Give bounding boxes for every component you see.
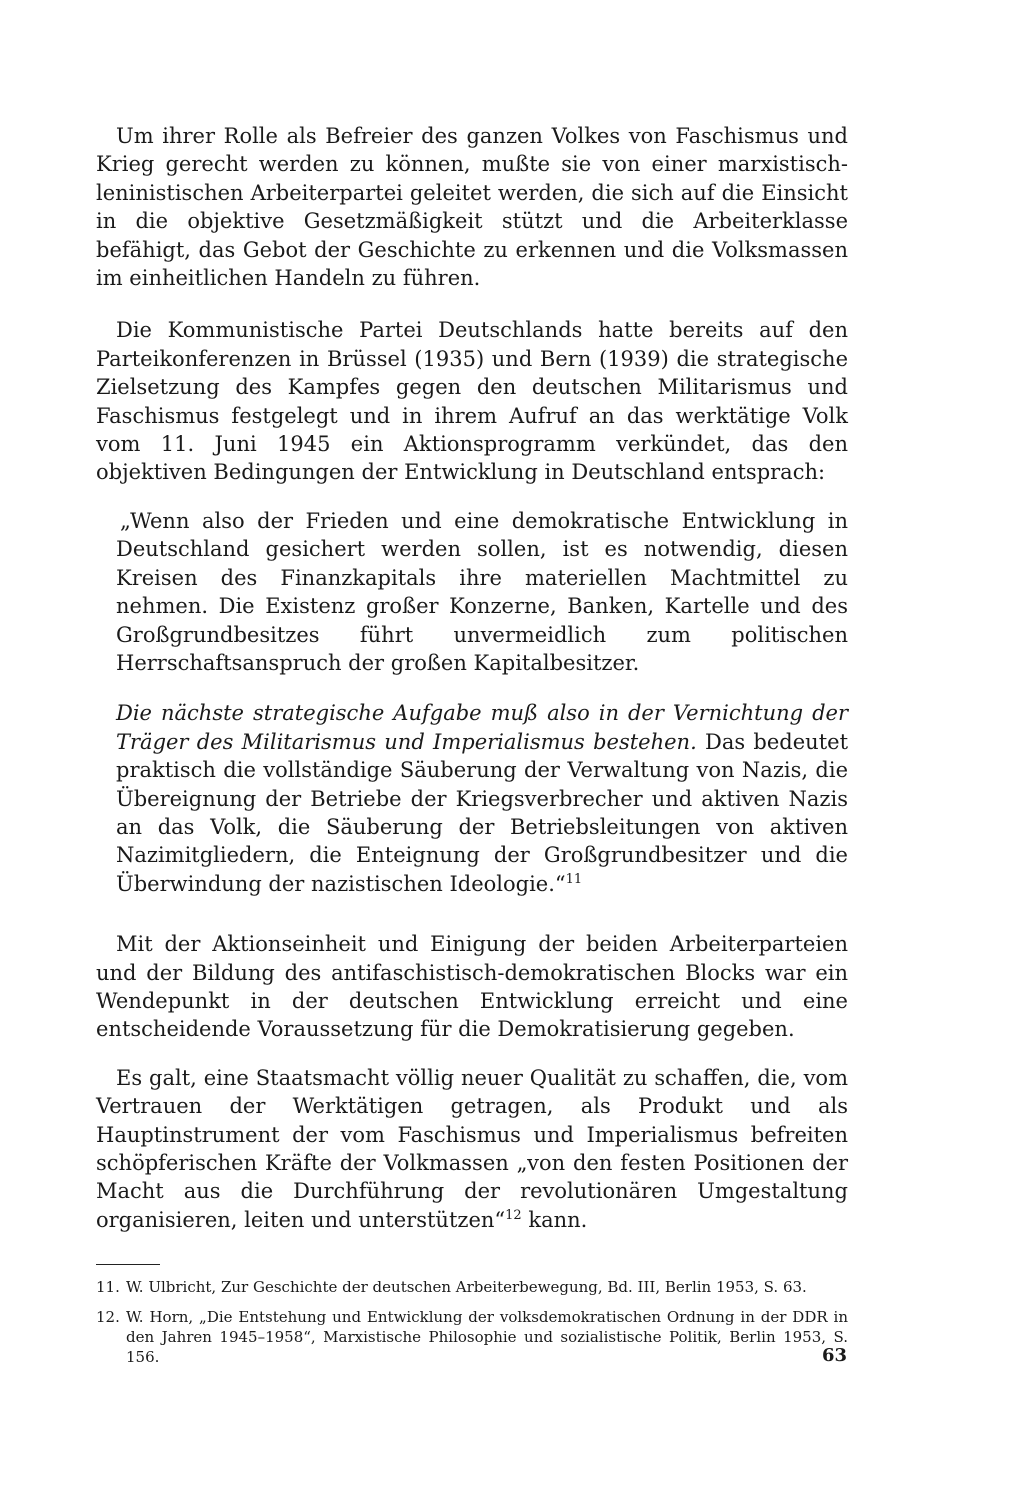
paragraph-4-end: kann. <box>521 1207 588 1232</box>
quote-emphasis: Die nächste strategische Aufgabe muß also in der Vernichtung der Träger des Militarismus und Imperialismus bestehen. <box>116 701 848 754</box>
quote-paragraph-2 <box>116 699 848 898</box>
footnote-12 <box>96 1307 848 1367</box>
footnote-text: W. Ulbricht, Zur Geschichte der deutschen Arbeiterbewegung, Bd. III, Berlin 1953, S. 63. <box>126 1278 807 1297</box>
footnote-ref-12[interactable]: 12 <box>505 1207 522 1223</box>
paragraph-4-text: Es galt, eine Staatsmacht völlig neuer Qualität zu schaffen, die, vom Vertrauen der Werktätigen getragen, als Produkt und als Hauptinstrument der vom Faschismus und Imperialismus befreiten schöpferischen Kräfte der Volkmassen „von den festen Positionen der Macht aus die Durchführung der revolutionären Umgestaltung organisieren, leiten und unterstützen“ <box>96 1065 848 1232</box>
footnote-ref-11[interactable]: 11 <box>565 871 583 887</box>
paragraph-4 <box>96 1064 848 1234</box>
footnote-number: 11. <box>96 1278 120 1297</box>
block-quote <box>116 507 848 898</box>
paragraph-1: Um ihrer Rolle als Befreier des ganzen Volkes von Faschismus und Krieg gerecht werden zu können, mußte sie von einer marxistisch-leninistischen Arbeiterpartei geleitet werden, die sich auf die Einsicht in die objektive Gesetzmäßigkeit stützt und die Arbeiterklasse befähigt, das Gebot der Geschichte zu erkennen und die Volksmassen im einheitlichen Handeln zu führen. <box>96 124 848 291</box>
footnote-11 <box>96 1277 848 1297</box>
page-number: 63 <box>822 1345 848 1366</box>
footnote-divider <box>96 1264 160 1265</box>
footnote-number: 12. <box>96 1308 120 1327</box>
quote-text: Das bedeutet praktisch die vollständige Säuberung der Verwaltung von Nazis, die Übereignung der Betriebe der Kriegsverbrecher und aktiven Nazis an das Volk, die Säuberung der Betriebsleitungen von aktiven Nazimitgliedern, die Enteignung der Großgrundbesitzer und die Überwindung der nazistischen Ideologie.“ <box>116 729 849 896</box>
quote-paragraph-1: „Wenn also der Frieden und eine demokratische Entwicklung in Deutschland gesichert werden sollen, ist es notwendig, diesen Kreisen des Finanzkapitals ihre materiellen Machtmittel zu nehmen. Die Existenz großer Konzerne, Banken, Kartelle und des Großgrundbesitzes führt unvermeidlich zum politischen Herrschaftsanspruch der großen Kapitalbesitzer. <box>116 508 848 675</box>
footnotes <box>96 1277 848 1367</box>
page-body <box>96 122 848 1377</box>
paragraph-2: Die Kommunistische Partei Deutschlands hatte bereits auf den Parteikonferenzen in Brüssel (1935) und Bern (1939) die strategische Zielsetzung des Kampfes gegen den deutschen Militarismus und Faschismus festgelegt und in ihrem Aufruf an das werktätige Volk vom 11. Juni 1945 ein Aktionsprogramm verkündet, das den objektiven Bedingungen der Entwicklung in Deutschland entsprach: <box>96 318 848 485</box>
footnote-text: W. Horn, „Die Entstehung und Entwicklung der volksdemokratischen Ordnung in der DDR in den Jahren 1945–1958“, Marxistische Philosophie und sozialistische Politik, Berlin 1953, S. 156. <box>126 1308 848 1367</box>
paragraph-3: Mit der Aktionseinheit und Einigung der beiden Arbeiterparteien und der Bildung des antifaschistisch-demokratischen Blocks war ein Wendepunkt in der deutschen Entwicklung erreicht und eine entscheidende Voraussetzung für die Demokratisierung gegeben. <box>96 932 848 1042</box>
